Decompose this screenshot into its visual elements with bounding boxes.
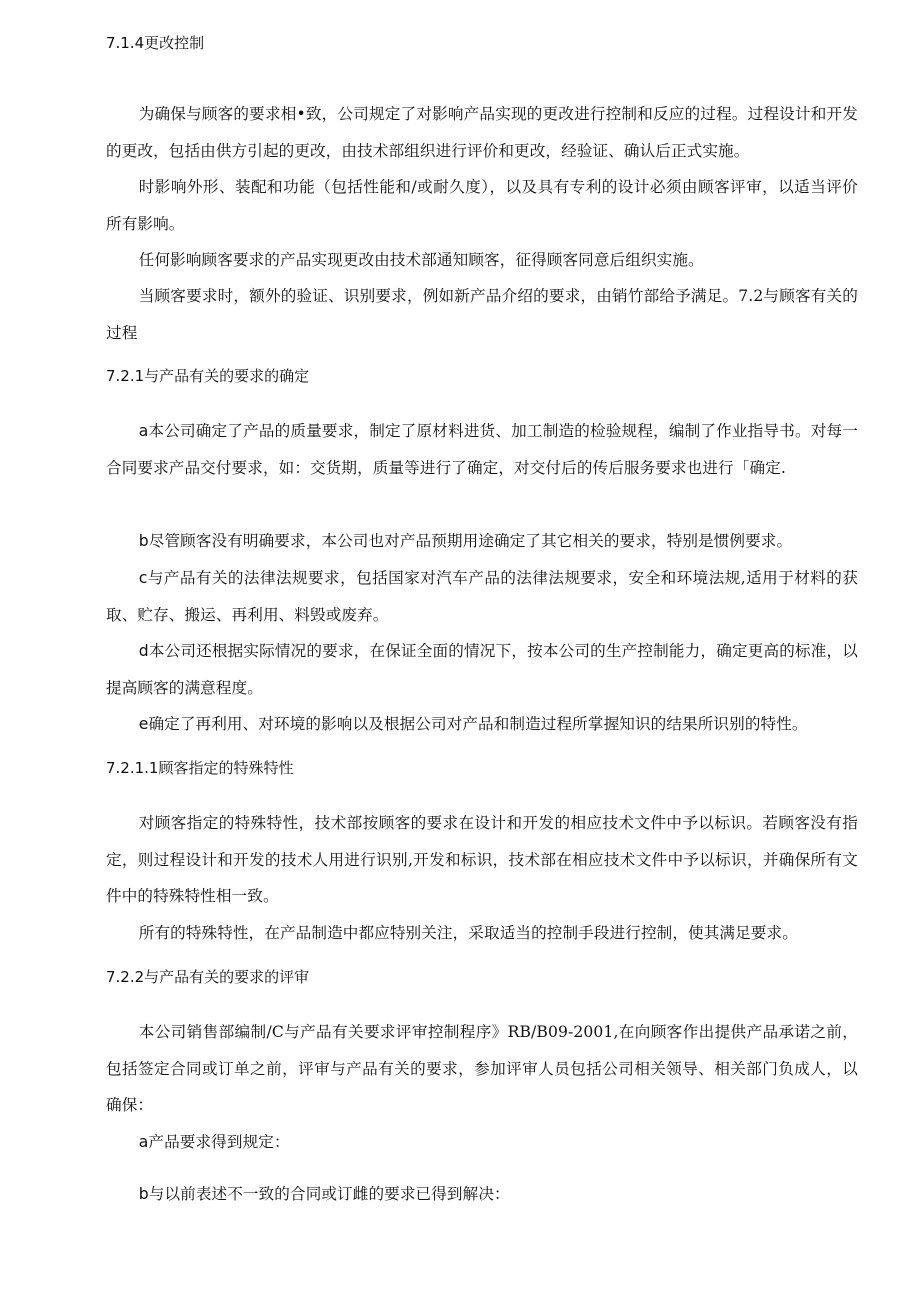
item-text-b: 尽管顾客没有明确要求，本公司也对产品预期用途确定了其它相关的要求，特别是惯例要求。 (148, 532, 793, 550)
paragraph-special-characteristics-1: 对顾客指定的特殊特性，技术部按顾客的要求在设计和开发的相应技术文件中予以标识。若顾客没有指定，则过程设计和开发的技术人用进行识别,开发和标识，技术部在相应技术文件中予以标识，并确保所有文件中的特殊特性相一致。 (106, 814, 858, 905)
heading-7-2-2: 7.2.2与产品有关的要求的评审 (106, 968, 310, 986)
item-text-d: 本公司还根据实际情况的要求，在保证全面的情况下，按本公司的生产控制能力，确定更高的标准，以提高顾客的满意程度。 (106, 642, 858, 697)
paragraph-review-a (106, 1124, 858, 1161)
item-text-a: 本公司确定了产品的质量要求，制定了原材料进货、加工制造的检验规程，编制了作业指导书。对每一合同要求产品交付要求，如：交货期，质量等进行了确定，对交付后的传后服务要求也进行「确定. (106, 422, 858, 477)
paragraph-requirement-e (106, 706, 858, 743)
item-text-c: 与产品有关的法律法规要求，包括国家对汽车产品的法律法规要求，安全和环境法规,适用于材料的获取、贮存、搬运、再利用、料毁或废弃。 (106, 569, 858, 624)
item-letter-e: e (138, 715, 149, 733)
item-text-b: 与以前表述不一致的合同或订雌的要求已得到解决： (148, 1185, 510, 1203)
paragraph-change-control-4: 当顾客要求时，额外的验证、识别要求，例如新产品介绍的要求，由销竹部给予满足。7.2与顾客有关的过程 (106, 287, 858, 342)
paragraph-change-control-2: 时影响外形、装配和功能（包括性能和/或耐久度），以及具有专利的设计必须由顾客评审，以适当评价所有影响。 (106, 178, 858, 233)
paragraph-review-1: 本公司销售部编制/C与产品有关要求评审控制程序》RB/B09-2001,在向顾客作出提供产品承诺之前，包括签定合同或订单之前，评审与产品有关的要求，参加评审人员包括公司相关领导、相关部门负成人，以确保： (106, 1023, 858, 1114)
paragraph-change-control-3: 任何影响顾客要求的产品实现更改由技术部通知顾客，征得顾客同意后组织实施。 (138, 251, 704, 269)
heading-7-1-4: 7.1.4更改控制 (106, 34, 205, 52)
paragraph-special-characteristics-2: 所有的特殊特性，在产品制造中都应特别关注，采取适当的控制手段进行控制，使其满足要求。 (138, 924, 798, 942)
paragraph-review-b (106, 1176, 858, 1213)
item-letter-a: a (138, 1133, 149, 1151)
heading-7-2-1-1: 7.2.1.1顾客指定的特殊特性 (106, 759, 294, 777)
paragraph-requirement-c (106, 560, 858, 633)
item-letter-b: b (138, 532, 149, 550)
item-letter-c: c (138, 569, 148, 587)
paragraph-requirement-d (106, 633, 858, 706)
item-letter-d: d (138, 642, 149, 660)
item-text-a: 产品要求得到规定： (148, 1133, 290, 1151)
item-letter-a: a (138, 422, 149, 440)
paragraph-change-control-1: 为确保与顾客的要求相•致，公司规定了对影响产品实现的更改进行控制和反应的过程。过程设计和开发的更改，包括由供方引起的更改，由技术部组织进行评价和更改，经验证、确认后正式实施。 (106, 105, 858, 160)
paragraph-requirement-b (106, 523, 858, 560)
item-letter-b: b (138, 1185, 149, 1203)
heading-7-2-1: 7.2.1与产品有关的要求的确定 (106, 367, 310, 385)
item-text-e: 确定了再利用、对环境的影响以及根据公司对产品和制造过程所掌握知识的结果所识别的特性。 (148, 715, 808, 733)
paragraph-requirement-a (106, 413, 858, 486)
